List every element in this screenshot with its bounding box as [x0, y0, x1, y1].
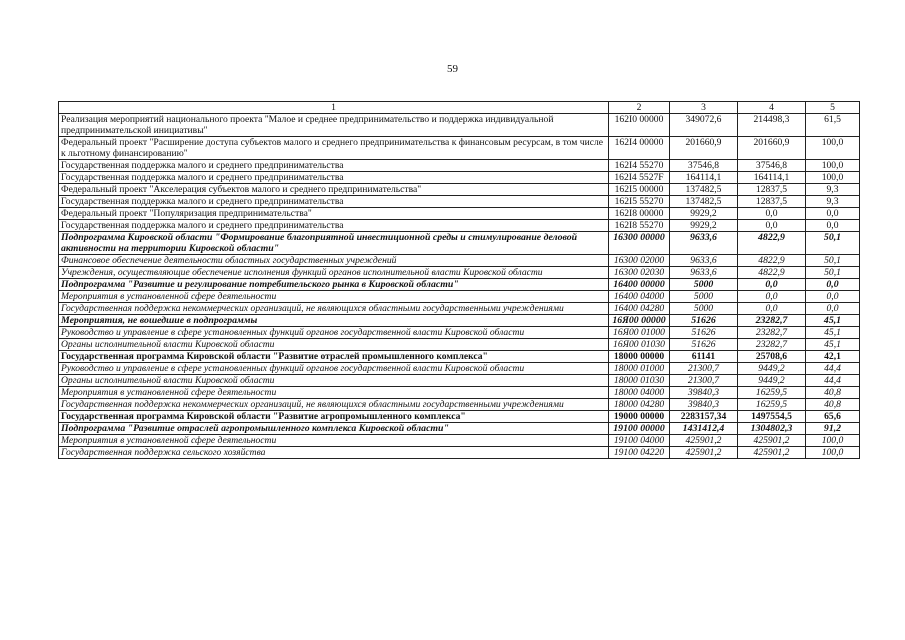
row-actual-value-cell: 0,0: [738, 208, 806, 220]
table-row: [59, 291, 860, 303]
row-actual-value-cell: 37546,8: [738, 160, 806, 172]
row-actual-value-cell: 4822,9: [738, 232, 806, 255]
row-name-cell: Государственная программа Кировской области "Развитие отраслей промышленного комплекса": [59, 351, 609, 363]
row-code-cell: 162I4 5527F: [609, 172, 670, 184]
row-actual-value-cell: 0,0: [738, 291, 806, 303]
row-name-cell: Мероприятия, не вошедшие в подпрограммы: [59, 315, 609, 327]
row-percent-cell: 50,1: [806, 232, 860, 255]
row-actual-value-cell: 0,0: [738, 220, 806, 232]
header-col-5: 5: [806, 102, 860, 114]
row-plan-value-cell: 51626: [670, 327, 738, 339]
row-code-cell: 18000 01000: [609, 363, 670, 375]
table-row: [59, 315, 860, 327]
row-code-cell: 162I4 00000: [609, 137, 670, 160]
row-plan-value-cell: 5000: [670, 303, 738, 315]
row-code-cell: 16300 02030: [609, 267, 670, 279]
table-row: [59, 114, 860, 137]
row-code-cell: 19100 00000: [609, 423, 670, 435]
table-row: [59, 267, 860, 279]
row-percent-cell: 9,3: [806, 184, 860, 196]
row-plan-value-cell: 2283157,34: [670, 411, 738, 423]
row-plan-value-cell: 51626: [670, 339, 738, 351]
row-percent-cell: 0,0: [806, 279, 860, 291]
row-code-cell: 18000 01030: [609, 375, 670, 387]
row-name-cell: Финансовое обеспечение деятельности областных государственных учреждений: [59, 255, 609, 267]
table-row: [59, 232, 860, 255]
row-name-cell: Учреждения, осуществляющие обеспечение исполнения функций органов исполнительной власти Кировской области: [59, 267, 609, 279]
row-plan-value-cell: 137482,5: [670, 184, 738, 196]
row-percent-cell: 61,5: [806, 114, 860, 137]
row-actual-value-cell: 23282,7: [738, 339, 806, 351]
row-plan-value-cell: 349072,6: [670, 114, 738, 137]
row-code-cell: 162I8 00000: [609, 208, 670, 220]
row-code-cell: 16400 04000: [609, 291, 670, 303]
table-row: [59, 387, 860, 399]
table-row: [59, 196, 860, 208]
table-row: [59, 220, 860, 232]
table-header-row: [59, 102, 860, 114]
row-name-cell: Государственная поддержка малого и среднего предпринимательства: [59, 220, 609, 232]
table-row: [59, 303, 860, 315]
row-code-cell: 18000 04280: [609, 399, 670, 411]
header-col-1: 1: [59, 102, 609, 114]
row-name-cell: Подпрограмма "Развитие отраслей агропромышленного комплекса Кировской области": [59, 423, 609, 435]
table-row: [59, 184, 860, 196]
row-percent-cell: 65,6: [806, 411, 860, 423]
row-plan-value-cell: 1431412,4: [670, 423, 738, 435]
row-plan-value-cell: 425901,2: [670, 435, 738, 447]
row-code-cell: 18000 04000: [609, 387, 670, 399]
table-row: [59, 435, 860, 447]
row-actual-value-cell: 25708,6: [738, 351, 806, 363]
row-name-cell: Государственная поддержка некоммерческих организаций, не являющихся областными государственными учреждениями: [59, 303, 609, 315]
row-name-cell: Подпрограмма Кировской области "Формирование благоприятной инвестиционной среды и стимулирование деловой активности на территории Кировской области": [59, 232, 609, 255]
row-code-cell: 16Я00 00000: [609, 315, 670, 327]
row-actual-value-cell: 23282,7: [738, 315, 806, 327]
row-actual-value-cell: 12837,5: [738, 196, 806, 208]
table-row: [59, 327, 860, 339]
row-name-cell: Руководство и управление в сфере установленных функций органов государственной власти Кировской области: [59, 327, 609, 339]
row-name-cell: Федеральный проект "Расширение доступа субъектов малого и среднего предпринимательства к финансовым ресурсам, в том числе к льготному финансированию": [59, 137, 609, 160]
row-percent-cell: 100,0: [806, 137, 860, 160]
row-actual-value-cell: 12837,5: [738, 184, 806, 196]
row-percent-cell: 40,8: [806, 387, 860, 399]
row-name-cell: Мероприятия в установленной сфере деятельности: [59, 435, 609, 447]
row-name-cell: Федеральный проект "Популяризация предпринимательства": [59, 208, 609, 220]
row-name-cell: Государственная поддержка малого и среднего предпринимательства: [59, 196, 609, 208]
row-plan-value-cell: 5000: [670, 279, 738, 291]
table-row: [59, 137, 860, 160]
row-percent-cell: 42,1: [806, 351, 860, 363]
row-actual-value-cell: 0,0: [738, 303, 806, 315]
row-name-cell: Органы исполнительной власти Кировской области: [59, 375, 609, 387]
row-code-cell: 16300 00000: [609, 232, 670, 255]
table-row: [59, 279, 860, 291]
row-name-cell: Государственная программа Кировской области "Развитие агропромышленного комплекса": [59, 411, 609, 423]
row-percent-cell: 45,1: [806, 327, 860, 339]
row-plan-value-cell: 51626: [670, 315, 738, 327]
table-row: [59, 339, 860, 351]
row-actual-value-cell: 16259,5: [738, 387, 806, 399]
row-percent-cell: 50,1: [806, 255, 860, 267]
row-code-cell: 18000 00000: [609, 351, 670, 363]
row-actual-value-cell: 425901,2: [738, 447, 806, 459]
row-name-cell: Реализация мероприятий национального проекта "Малое и среднее предпринимательство и поддержка индивидуальной предпринимательской инициативы": [59, 114, 609, 137]
row-plan-value-cell: 9929,2: [670, 208, 738, 220]
row-actual-value-cell: 1304802,3: [738, 423, 806, 435]
row-plan-value-cell: 37546,8: [670, 160, 738, 172]
row-plan-value-cell: 425901,2: [670, 447, 738, 459]
row-actual-value-cell: 4822,9: [738, 267, 806, 279]
row-actual-value-cell: 425901,2: [738, 435, 806, 447]
row-actual-value-cell: 23282,7: [738, 327, 806, 339]
row-actual-value-cell: 201660,9: [738, 137, 806, 160]
row-actual-value-cell: 9449,2: [738, 363, 806, 375]
row-plan-value-cell: 137482,5: [670, 196, 738, 208]
row-percent-cell: 50,1: [806, 267, 860, 279]
row-name-cell: Мероприятия в установленной сфере деятельности: [59, 387, 609, 399]
row-plan-value-cell: 9633,6: [670, 255, 738, 267]
table-row: [59, 172, 860, 184]
row-plan-value-cell: 21300,7: [670, 375, 738, 387]
row-actual-value-cell: 1497554,5: [738, 411, 806, 423]
row-percent-cell: 100,0: [806, 172, 860, 184]
row-name-cell: Федеральный проект "Акселерация субъектов малого и среднего предпринимательства": [59, 184, 609, 196]
table-row: [59, 423, 860, 435]
row-percent-cell: 0,0: [806, 303, 860, 315]
row-name-cell: Подпрограмма "Развитие и регулирование потребительского рынка в Кировской области": [59, 279, 609, 291]
row-percent-cell: 0,0: [806, 208, 860, 220]
row-name-cell: Руководство и управление в сфере установленных функций органов государственной власти Кировской области: [59, 363, 609, 375]
row-plan-value-cell: 9633,6: [670, 232, 738, 255]
row-percent-cell: 100,0: [806, 160, 860, 172]
row-name-cell: Государственная поддержка малого и среднего предпринимательства: [59, 172, 609, 184]
table-row: [59, 351, 860, 363]
table-row: [59, 255, 860, 267]
table-row: [59, 208, 860, 220]
row-code-cell: 16300 02000: [609, 255, 670, 267]
row-actual-value-cell: 0,0: [738, 279, 806, 291]
table-row: [59, 447, 860, 459]
table-row: [59, 399, 860, 411]
row-name-cell: Государственная поддержка малого и среднего предпринимательства: [59, 160, 609, 172]
row-code-cell: 162I0 00000: [609, 114, 670, 137]
budget-table: [58, 101, 860, 459]
row-code-cell: 19100 04000: [609, 435, 670, 447]
row-name-cell: Мероприятия в установленной сфере деятельности: [59, 291, 609, 303]
header-col-2: 2: [609, 102, 670, 114]
row-plan-value-cell: 21300,7: [670, 363, 738, 375]
row-percent-cell: 91,2: [806, 423, 860, 435]
table-body: [59, 114, 860, 459]
row-code-cell: 162I5 55270: [609, 196, 670, 208]
row-code-cell: 162I8 55270: [609, 220, 670, 232]
row-percent-cell: 100,0: [806, 435, 860, 447]
row-plan-value-cell: 61141: [670, 351, 738, 363]
row-percent-cell: 40,8: [806, 399, 860, 411]
row-code-cell: 19000 00000: [609, 411, 670, 423]
row-code-cell: 16Я00 01030: [609, 339, 670, 351]
row-actual-value-cell: 164114,1: [738, 172, 806, 184]
row-code-cell: 16400 04280: [609, 303, 670, 315]
row-plan-value-cell: 9929,2: [670, 220, 738, 232]
row-code-cell: 162I4 55270: [609, 160, 670, 172]
row-code-cell: 16Я00 01000: [609, 327, 670, 339]
row-plan-value-cell: 5000: [670, 291, 738, 303]
row-percent-cell: 44,4: [806, 375, 860, 387]
table-row: [59, 160, 860, 172]
row-percent-cell: 9,3: [806, 196, 860, 208]
row-actual-value-cell: 214498,3: [738, 114, 806, 137]
row-percent-cell: 0,0: [806, 220, 860, 232]
row-name-cell: Органы исполнительной власти Кировской области: [59, 339, 609, 351]
header-col-4: 4: [738, 102, 806, 114]
header-col-3: 3: [670, 102, 738, 114]
row-percent-cell: 44,4: [806, 363, 860, 375]
row-code-cell: 16400 00000: [609, 279, 670, 291]
row-actual-value-cell: 4822,9: [738, 255, 806, 267]
row-plan-value-cell: 39840,3: [670, 387, 738, 399]
table-row: [59, 363, 860, 375]
row-percent-cell: 100,0: [806, 447, 860, 459]
row-code-cell: 19100 04220: [609, 447, 670, 459]
row-percent-cell: 45,1: [806, 339, 860, 351]
row-name-cell: Государственная поддержка некоммерческих организаций, не являющихся областными государственными учреждениями: [59, 399, 609, 411]
row-actual-value-cell: 9449,2: [738, 375, 806, 387]
row-plan-value-cell: 164114,1: [670, 172, 738, 184]
row-plan-value-cell: 9633,6: [670, 267, 738, 279]
row-plan-value-cell: 201660,9: [670, 137, 738, 160]
table-row: [59, 411, 860, 423]
row-percent-cell: 0,0: [806, 291, 860, 303]
table-row: [59, 375, 860, 387]
row-percent-cell: 45,1: [806, 315, 860, 327]
page-number: 59: [447, 63, 458, 75]
row-plan-value-cell: 39840,3: [670, 399, 738, 411]
row-name-cell: Государственная поддержка сельского хозяйства: [59, 447, 609, 459]
row-code-cell: 162I5 00000: [609, 184, 670, 196]
row-actual-value-cell: 16259,5: [738, 399, 806, 411]
